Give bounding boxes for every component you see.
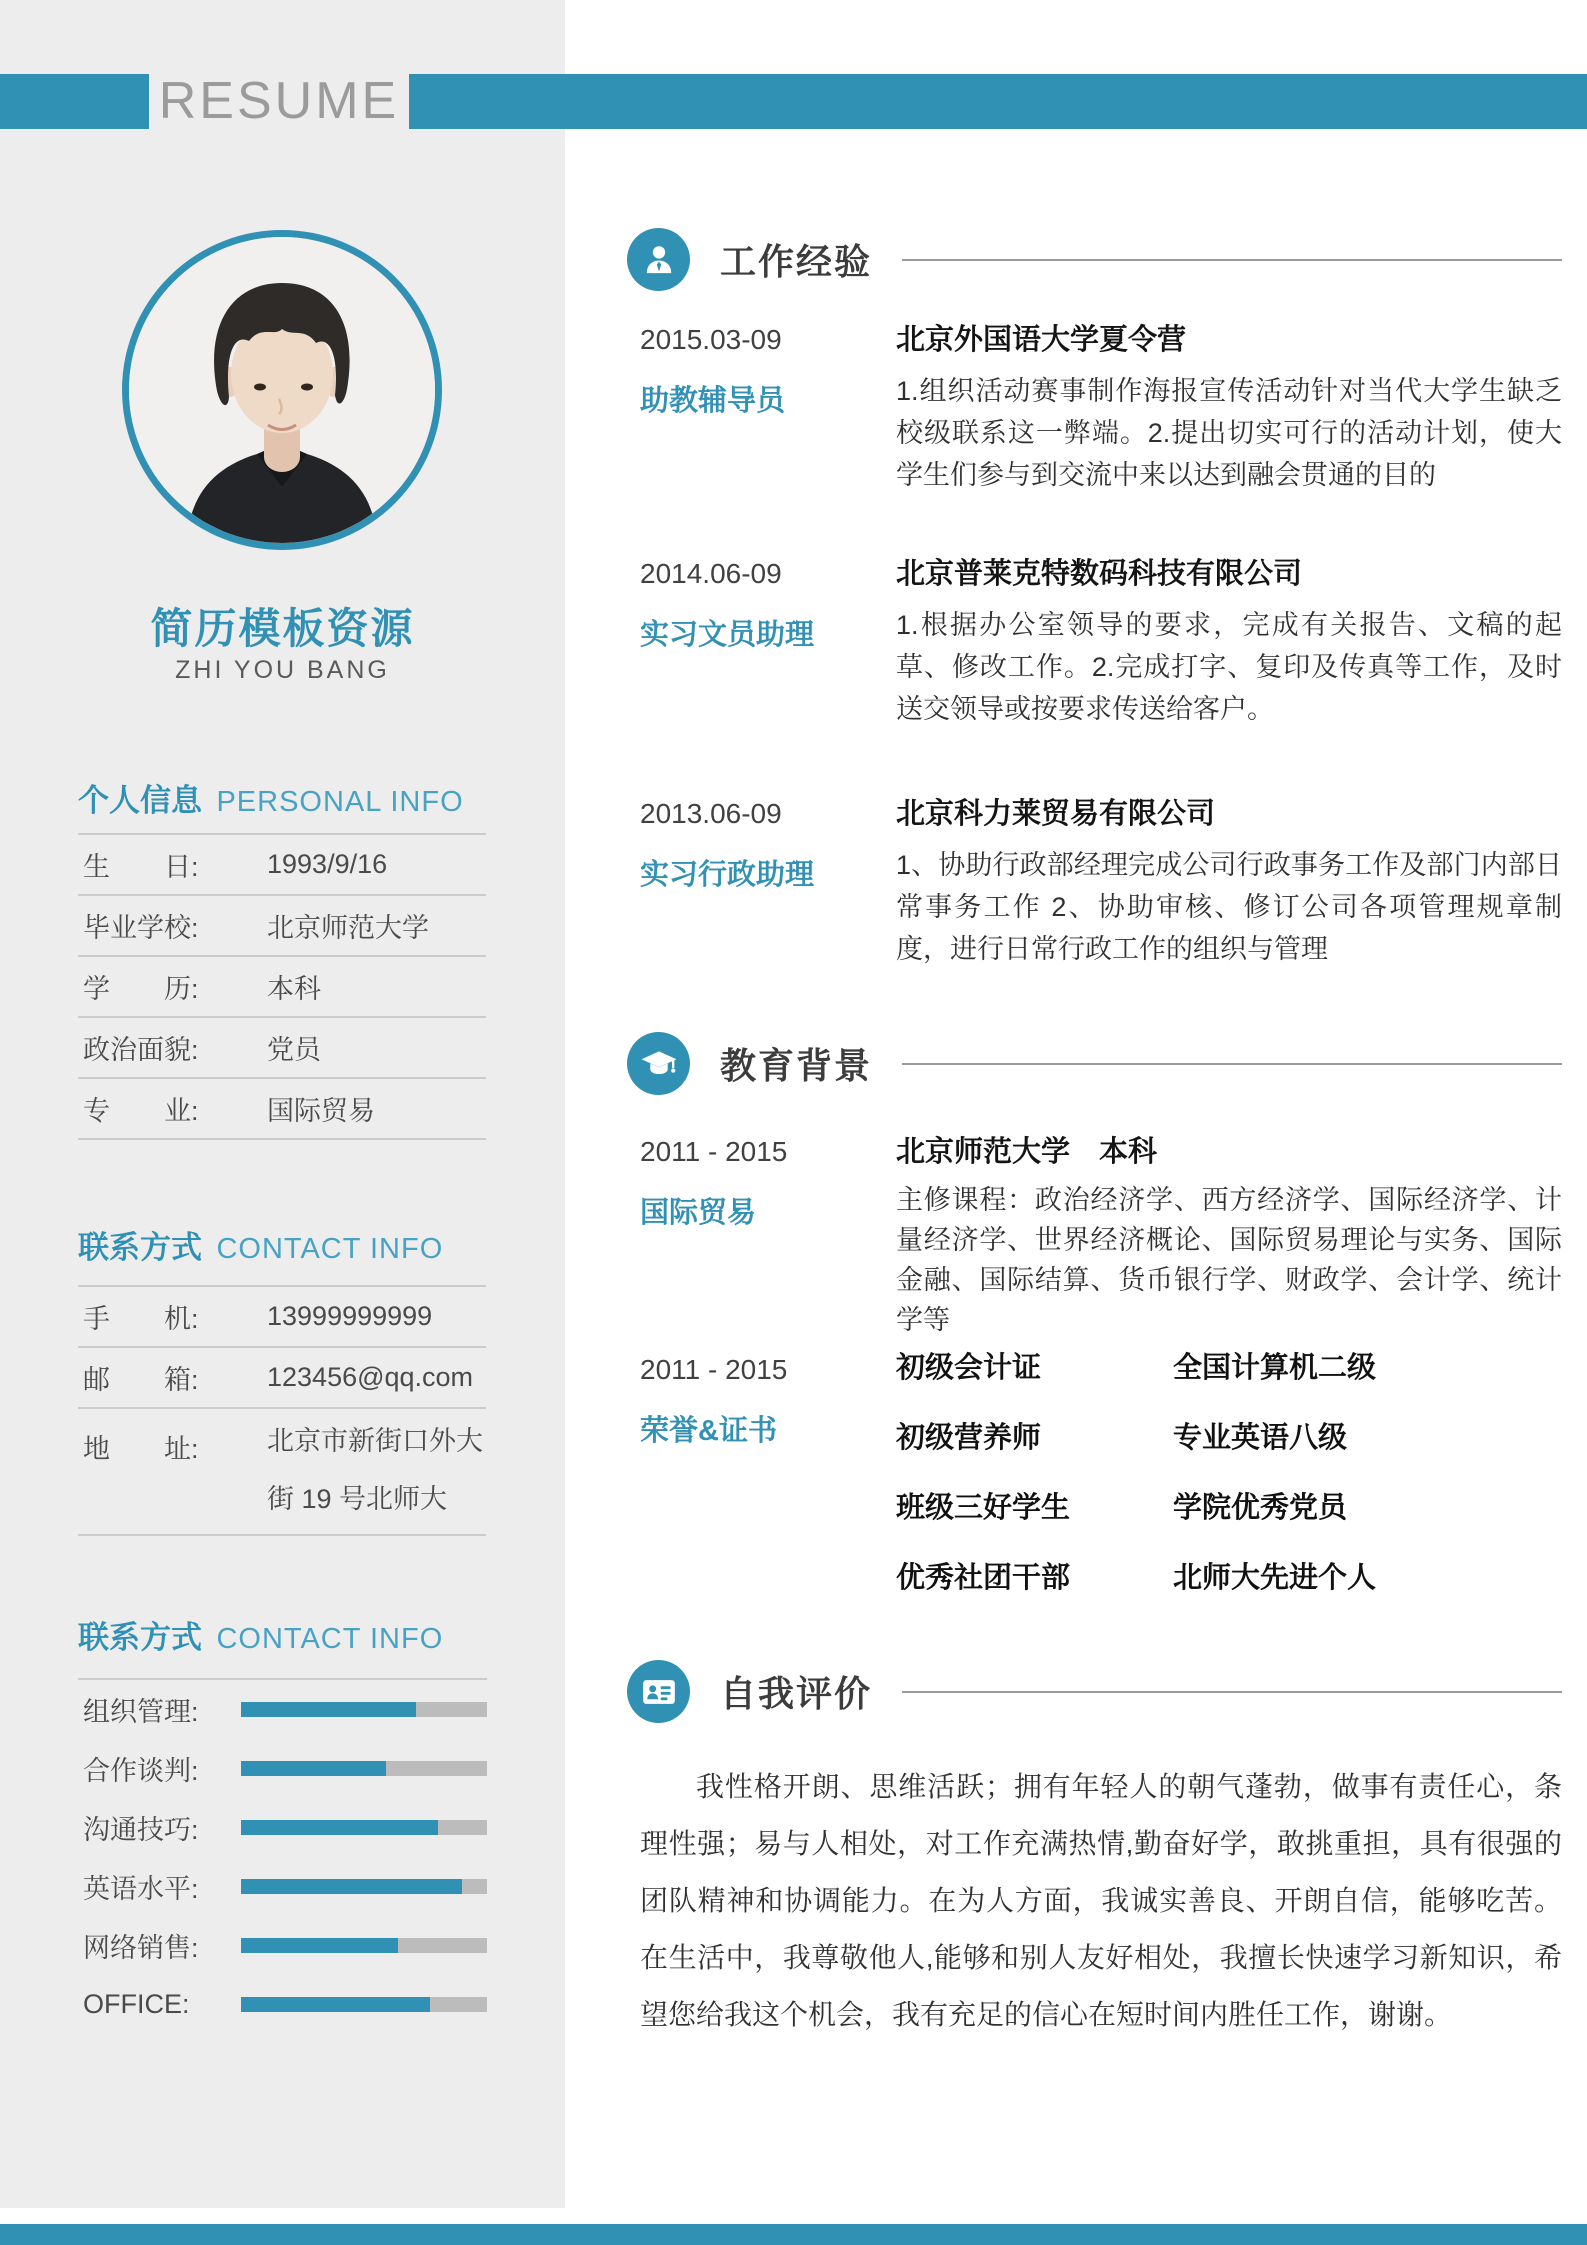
work-entry-company: 北京科力莱贸易有限公司 (896, 798, 1216, 830)
section-rule (902, 1691, 1562, 1693)
skill-row (78, 1798, 487, 1857)
table-row (78, 1077, 486, 1138)
table-row (78, 833, 486, 894)
field-label: 政治面貌: (83, 1035, 199, 1065)
field-value: 党员 (267, 1035, 321, 1065)
skill-label: OFFICE: (83, 1989, 190, 2019)
education-entry (640, 1134, 1562, 1340)
honor-item: 初级会计证 (896, 1352, 1042, 1384)
work-entry-company: 北京外国语大学夏令营 (896, 324, 1187, 356)
skill-bar-fill (241, 1879, 462, 1894)
skill-bar-track (241, 1997, 487, 2012)
footer-bar (0, 2224, 1587, 2245)
skill-bar-fill (241, 1702, 416, 1717)
education-entry-date: 2011 - 2015 (640, 1136, 788, 1167)
work-entry-company: 北京普莱克特数码科技有限公司 (896, 558, 1303, 590)
personal-info-table (78, 833, 486, 1140)
education-section-header (627, 1032, 1562, 1095)
education-entry-major: 国际贸易 (640, 1197, 757, 1229)
work-entry-role: 助教辅导员 (640, 385, 786, 417)
field-label: 地 址: (83, 1434, 199, 1464)
skills-title-cn: 联系方式 (78, 1620, 202, 1655)
graduation-cap-icon (627, 1032, 690, 1095)
skills-title-en: CONTACT INFO (216, 1623, 444, 1655)
field-value: 本科 (267, 974, 321, 1004)
honors-entry (640, 1352, 1562, 1594)
candidate-name-pinyin: ZHI YOU BANG (175, 656, 390, 684)
field-label: 专 业: (83, 1096, 199, 1126)
honor-item: 专业英语八级 (1173, 1422, 1348, 1454)
skills-header (78, 1612, 498, 1657)
honor-item: 初级营养师 (896, 1422, 1042, 1454)
work-entry-role: 实习行政助理 (640, 859, 815, 891)
honor-item: 北师大先进个人 (1173, 1562, 1377, 1594)
address-value: 北京市新街口外大街 19 号北师大 (267, 1426, 483, 1514)
section-rule (902, 1063, 1562, 1065)
contact-info-header (78, 1222, 498, 1267)
education-entry-school: 北京师范大学 本科 (896, 1136, 1158, 1168)
personal-info-title-en: PERSONAL INFO (216, 786, 464, 818)
table-row (78, 1016, 486, 1077)
email-value: 123456@qq.com (267, 1362, 474, 1392)
field-value: 国际贸易 (267, 1096, 375, 1126)
candidate-name: 简历模板资源 (150, 605, 415, 652)
table-row (78, 1285, 486, 1346)
honors-entry-date: 2011 - 2015 (640, 1354, 788, 1385)
honor-item: 全国计算机二级 (1173, 1352, 1377, 1384)
skill-row (78, 1680, 487, 1739)
field-label: 生 日: (83, 852, 199, 882)
work-entry-role: 实习文员助理 (640, 619, 815, 651)
honor-item: 班级三好学生 (896, 1492, 1071, 1524)
personal-info-title-cn: 个人信息 (78, 783, 202, 818)
table-row (78, 1346, 486, 1407)
education-entry-description: 主修课程：政治经济学、西方经济学、国际经济学、计量经济学、世界经济概论、国际贸易理论与实务、国际金融、国际结算、货币银行学、财政学、会计学、统计学等 (896, 1185, 1562, 1335)
field-label: 手 机: (83, 1304, 199, 1334)
skill-label: 网络销售: (83, 1933, 199, 1963)
honors-entry-label: 荣誉&证书 (640, 1415, 777, 1447)
field-label: 毕业学校: (83, 913, 199, 943)
field-value: 北京师范大学 (267, 913, 429, 943)
section-rule (902, 259, 1562, 261)
evaluation-section-title: 自我评价 (720, 1673, 873, 1714)
skill-bar-track (241, 1761, 487, 1776)
field-label: 邮 箱: (83, 1365, 199, 1395)
portrait-illustration (129, 237, 435, 543)
honor-item: 优秀社团干部 (896, 1562, 1071, 1594)
skill-bar-fill (241, 1820, 438, 1835)
contact-info-title-cn: 联系方式 (78, 1230, 202, 1265)
work-entry (640, 796, 1562, 970)
table-row (78, 1407, 486, 1534)
person-bust-icon (627, 228, 690, 291)
table-row (78, 894, 486, 955)
table-row (78, 955, 486, 1016)
skill-bar-track (241, 1938, 487, 1953)
work-entry-date: 2014.06-09 (640, 558, 782, 589)
work-entry-description: 1.组织活动赛事制作海报宣传活动针对当代大学生缺乏校级联系这一弊端。2.提出切实可行的活动计划，使大学生们参与到交流中来以达到融会贯通的目的 (896, 376, 1562, 490)
work-entry-date: 2015.03-09 (640, 324, 782, 355)
contact-info-title-en: CONTACT INFO (216, 1233, 444, 1265)
divider (78, 1534, 486, 1536)
skill-bar-fill (241, 1938, 398, 1953)
skill-label: 合作谈判: (83, 1756, 199, 1786)
contact-info-table (78, 1285, 486, 1536)
education-section-title: 教育背景 (720, 1045, 873, 1086)
skill-label: 沟通技巧: (83, 1815, 199, 1845)
skill-bar-track (241, 1702, 487, 1717)
skill-label: 组织管理: (83, 1697, 199, 1727)
phone-value: 13999999999 (267, 1301, 433, 1331)
header-bar-left (0, 74, 149, 129)
work-entry-description: 1.根据办公室领导的要求，完成有关报告、文稿的起草、修改工作。2.完成打字、复印及传真等工作，及时送交领导或按要求传送给客户。 (896, 610, 1562, 724)
personal-info-header (78, 775, 498, 820)
work-entry-description: 1、协助行政部经理完成公司行政事务工作及部门内部日常事务工作 2、协助审核、修订公司各项管理规章制度，进行日常行政工作的组织与管理 (896, 850, 1562, 964)
header-bar-right (409, 74, 1587, 129)
skill-bar-fill (241, 1761, 386, 1776)
skill-row (78, 1916, 487, 1975)
evaluation-section-header (627, 1660, 1562, 1723)
resume-title: RESUME (158, 72, 400, 130)
work-entry (640, 556, 1562, 730)
work-entry (640, 322, 1562, 496)
profile-photo (122, 230, 442, 550)
skill-label: 英语水平: (83, 1874, 199, 1904)
skills-list (78, 1678, 487, 2034)
honors-grid (896, 1352, 1562, 1594)
work-section-title: 工作经验 (720, 241, 873, 282)
skill-row (78, 1857, 487, 1916)
skill-bar-fill (241, 1997, 430, 2012)
skill-row (78, 1739, 487, 1798)
field-label: 学 历: (83, 974, 199, 1004)
field-value: 1993/9/16 (267, 849, 388, 879)
divider (78, 1138, 486, 1140)
evaluation-text: 我性格开朗、思维活跃；拥有年轻人的朝气蓬勃，做事有责任心，条理性强；易与人相处，对工作充满热情,勤奋好学，敢挑重担，具有很强的团队精神和协调能力。在为人方面，我诚实善良、开朗自信，能够吃苦。在生活中，我尊敬他人,能够和别人友好相处，我擅长快速学习新知识，希望您给我这个机会，我有充足的信心在短时间内胜任工作，谢谢。 (640, 1771, 1562, 2030)
work-entry-date: 2013.06-09 (640, 798, 782, 829)
work-section-header (627, 228, 1562, 291)
skill-row (78, 1975, 487, 2034)
skill-bar-track (241, 1820, 487, 1835)
id-card-icon (627, 1660, 690, 1723)
skill-bar-track (241, 1879, 487, 1894)
honor-item: 学院优秀党员 (1173, 1492, 1348, 1524)
